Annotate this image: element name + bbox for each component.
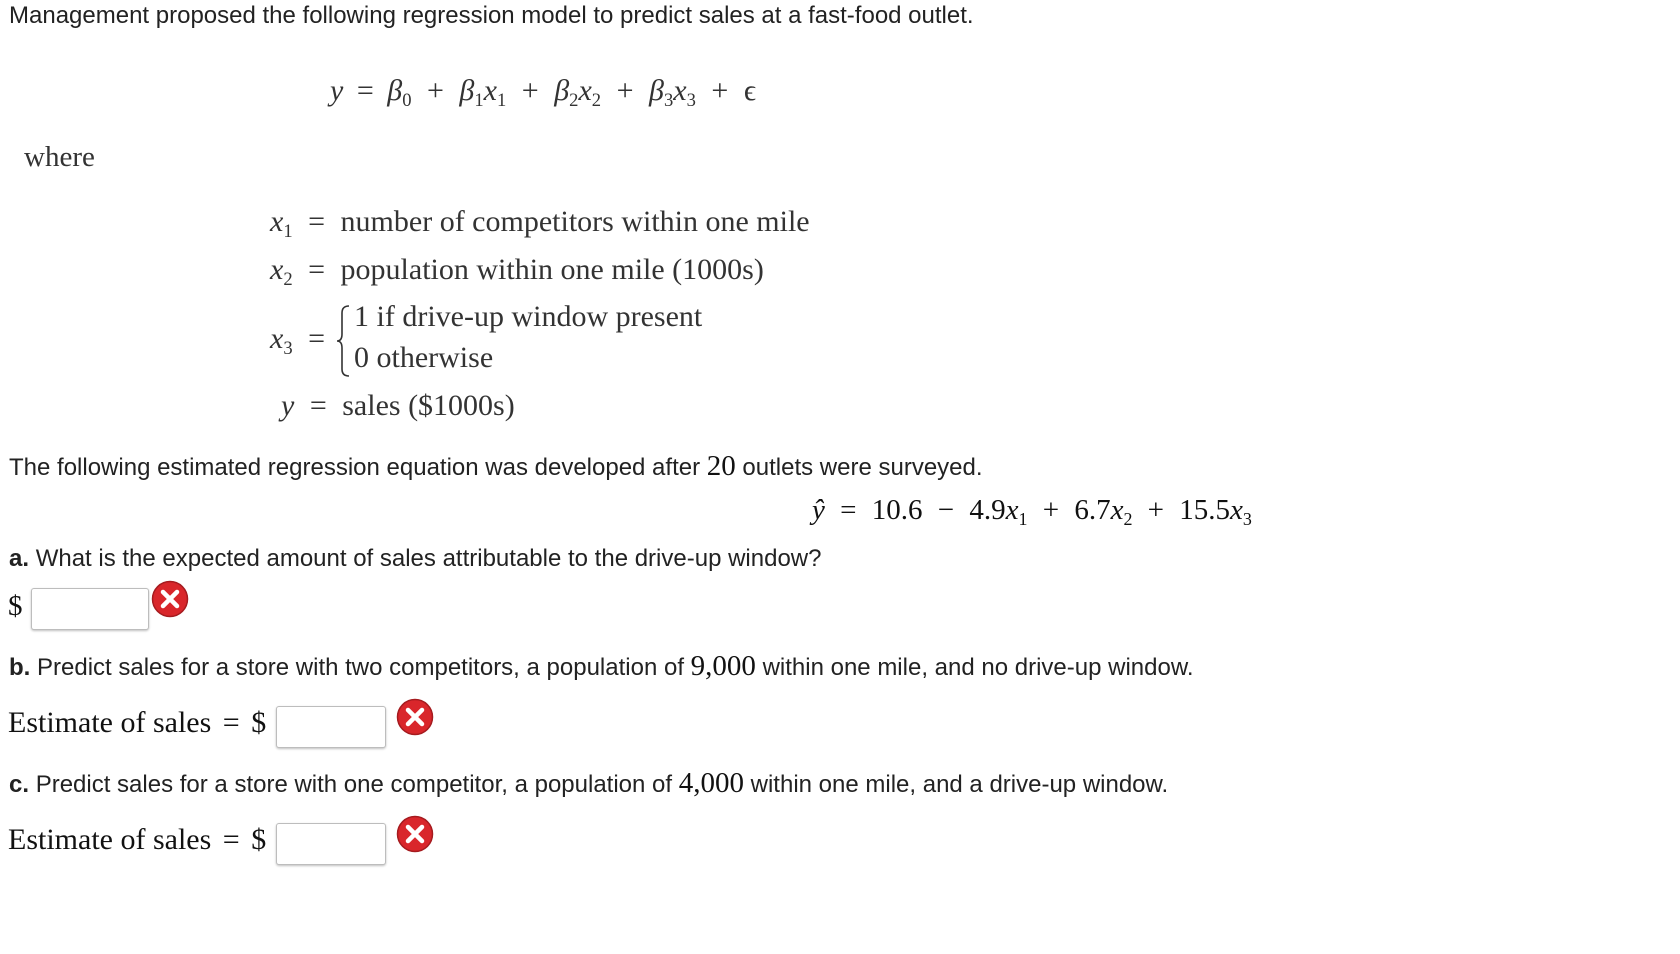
- incorrect-x-icon: [395, 814, 435, 854]
- estimate-label-c: Estimate of sales = $: [8, 823, 267, 856]
- definition-x2: $x_2$ = population within one mile (1000s): [270, 253, 764, 290]
- question-c-letter: c.: [9, 771, 30, 798]
- population-9000: 9,000: [690, 650, 756, 682]
- answer-a-input[interactable]: [31, 588, 149, 630]
- estimate-label-b: Estimate of sales = $: [8, 706, 267, 739]
- population-4000: 4,000: [678, 767, 744, 799]
- estimated-intro: The following estimated regression equation was developed after 20 outlets were surveyed.: [9, 450, 983, 482]
- question-b-letter: b.: [9, 654, 31, 681]
- estimated-equation: ŷ = $10.6 - 4.9x_1 + 6.7x_2 + 15.5x_3$: [812, 494, 1252, 529]
- incorrect-x-icon: [150, 579, 190, 619]
- answer-c-input[interactable]: [276, 823, 386, 865]
- definition-y: y = sales ($1000s): [281, 389, 515, 422]
- intro-text: Management proposed the following regression model to predict sales at a fast-food outlet.: [9, 2, 974, 29]
- definition-x3-var: $x_3$ =: [270, 322, 326, 359]
- question-a: a. What is the expected amount of sales attributable to the drive-up window?: [9, 545, 822, 572]
- question-c: c. Predict sales for a store with one competitor, a population of 4,000 within one mile, and a drive-up window.: [9, 767, 1169, 799]
- definition-x3-case2: 0 otherwise: [354, 341, 494, 374]
- question-b: b. Predict sales for a store with two competitors, a population of 9,000 within one mile, and no drive-up window.: [9, 650, 1194, 682]
- incorrect-x-icon: [395, 697, 435, 737]
- model-equation: $y = \beta_0 + \beta_1x_1 + \beta_2x_2 + \beta_3x_3 + \epsilon$: [330, 74, 756, 111]
- question-a-letter: a.: [9, 545, 30, 572]
- question-a-dollar: $: [8, 590, 23, 622]
- where-label: where: [24, 141, 95, 173]
- definition-x1: $x_1$ = number of competitors within one mile: [270, 205, 810, 242]
- answer-b-input[interactable]: [276, 706, 386, 748]
- survey-count: 20: [706, 450, 736, 482]
- definition-x3-case1: 1 if drive-up window present: [354, 300, 703, 333]
- cases-brace: [336, 304, 352, 378]
